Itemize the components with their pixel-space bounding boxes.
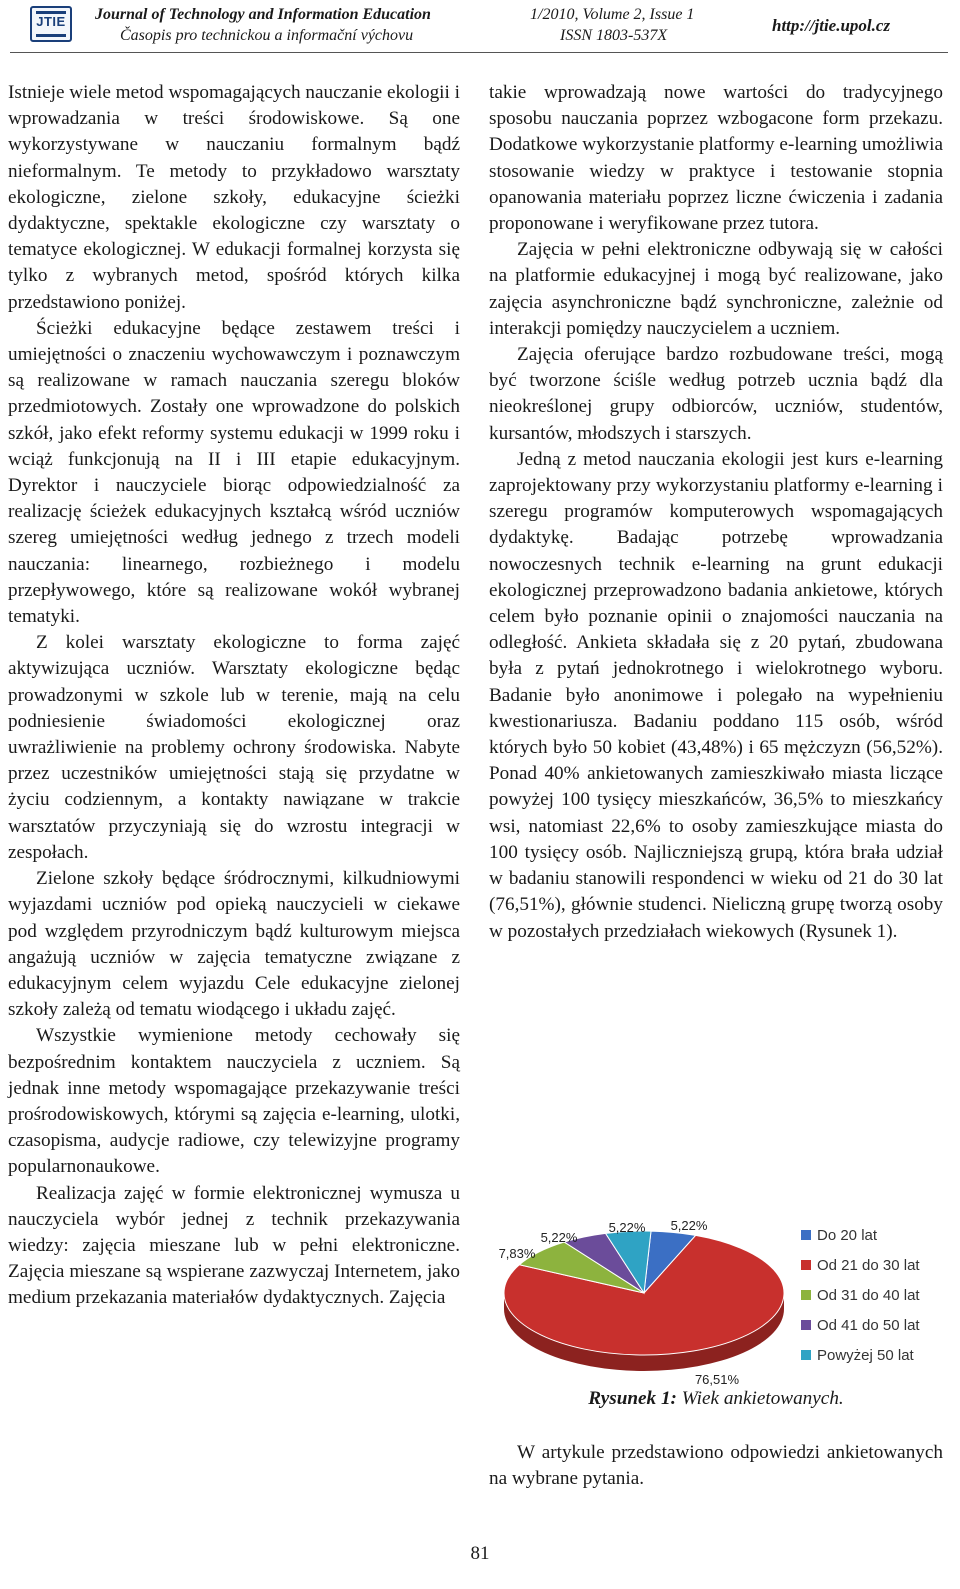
age-pie-chart bbox=[489, 1218, 943, 1388]
journal-subtitle: Časopis pro technickou a informační výchovu bbox=[120, 27, 414, 44]
paragraph: Wszystkie wymienione metody cechowały się bezpośrednim kontaktem nauczyciela z uczniem. Są jednak inne metody wspomagające przekazywanie treści prośrodowiskowych, którymi są zajęcia e-learning, ulotki, czasopisma, audycje radiowe, czy telewizyjne programy popularnonaukowe. bbox=[8, 1025, 460, 1178]
pie-value-label: 76,51% bbox=[694, 1372, 740, 1387]
issn: ISSN 1803-537X bbox=[560, 27, 668, 44]
pie-value-label: 5,22% bbox=[540, 1230, 578, 1245]
paragraph: Zajęcia w pełni elektroniczne odbywają się w całości na platformie edukacyjnej i mogą być realizowane, jako zajęcia asynchroniczne bądź synchroniczne, zależnie od interakcji pomiędzy nauczycielem a uczniem. bbox=[489, 239, 943, 339]
legend-swatch bbox=[801, 1320, 811, 1330]
paragraph: Zielone szkoły będące śródrocznymi, kilkudniowymi wyjazdami uczniów pod opieką nauczycieli w ciekawe pod względem przyrodniczym bądź kulturowym miejsca angażują uczniów w zajęcia tematyczne związane z edukacyjnym celem wyjazdu Cele edukacyjne zielonej szkoły zależą od tematu wiodącego i układu zajęć. bbox=[8, 868, 460, 1021]
issue-info: 1/2010, Volume 2, Issue 1 bbox=[530, 6, 695, 23]
pie-value-label: 7,83% bbox=[498, 1246, 536, 1261]
paragraph: Z kolei warsztaty ekologiczne to forma zajęć aktywizująca uczniów. Warsztaty ekologiczne będąc prowadzonymi w szkole lub w terenie, mają na celu podniesienie świadomości ekologicznej oraz uwrażliwienie na problemy ochrony środowiska. Nabyte przez uczestników umiejętności stają się przydatne w życiu codziennym, a kontakty nawiązane w trakcie warsztatów przyczyniają się do wzrostu integracji w zespołach. bbox=[8, 632, 460, 863]
legend-swatch bbox=[801, 1260, 811, 1270]
left-column bbox=[8, 80, 460, 1312]
after-figure-text bbox=[489, 1440, 943, 1492]
journal-url[interactable]: http://jtie.upol.cz bbox=[772, 16, 891, 35]
paragraph: Zajęcia oferujące bardzo rozbudowane treści, mogą być tworzone ściśle według potrzeb ucznia bądź dla nieokreślonej grupy odbiorców, uczniów, studentów, kursantów, młodszych i starszych. bbox=[489, 344, 943, 444]
right-column bbox=[489, 80, 943, 945]
journal-logo bbox=[30, 6, 72, 42]
pie-chart-svg bbox=[489, 1218, 943, 1388]
page-header bbox=[0, 0, 960, 56]
caption-text: Wiek ankietowanych. bbox=[676, 1388, 844, 1409]
pie-value-label: 5,22% bbox=[670, 1218, 708, 1233]
pie-value-label: 5,22% bbox=[608, 1220, 646, 1235]
legend-label: Powyżej 50 lat bbox=[817, 1347, 914, 1364]
logo-text: JTIE bbox=[36, 14, 66, 29]
paragraph: Realizacja zajęć w formie elektronicznej wymusza u nauczyciela wybór jednej z technik przekazywania wiedzy: zajęcia mieszane lub w pełni elektroniczne. Zajęcia mieszane są wspierane zazwyczaj Internetem, jako medium przekazania materiałów dydaktycznych. Zajęcia bbox=[8, 1182, 460, 1309]
paragraph: Ścieżki edukacyjne będące zestawem treści i umiejętności o znaczeniu wychowawczym i poznawczym są realizowane w ramach nauczania szeregu bloków przedmiotowych. Zostały one wprowadzone do polskich szkół, jako efekt reformy systemu edukacji w 1999 roku i wciąż funkcjonują na II i III etapie edukacyjnym. Dyrektor i nauczyciele biorąc odpowiedzialność za realizację ścieżek edukacyjnych kształcą wśród uczniów szereg umiejętności według jednego z trzech modeli nauczania: linearnego, rozbieżnego i modelu przepływowego, które są realizowane wokół wybranej tematyki. bbox=[8, 317, 460, 628]
caption-label: Rysunek 1: bbox=[588, 1388, 677, 1409]
paragraph: takie wprowadzają nowe wartości do tradycyjnego sposobu nauczania poprzez wzbogacone form przekazu. Dodatkowe wykorzystanie platformy e-learning umożliwia stosowanie wiedzy w praktyce i testowanie stopnia opanowania materiału poprzez liczne ćwiczenia i zadania proponowane i weryfikowane przez tutora. bbox=[489, 82, 943, 235]
page-number: 81 bbox=[470, 1543, 490, 1564]
legend-swatch bbox=[801, 1350, 811, 1360]
paragraph: W artykule przedstawiono odpowiedzi ankietowanych na wybrane pytania. bbox=[489, 1442, 943, 1490]
journal-title: Journal of Technology and Information Education bbox=[95, 6, 431, 23]
legend-label: Do 20 lat bbox=[817, 1227, 878, 1244]
legend-label: Od 21 do 30 lat bbox=[817, 1257, 920, 1274]
figure-caption bbox=[489, 1388, 943, 1410]
legend-swatch bbox=[801, 1290, 811, 1300]
logo-bar-bottom bbox=[36, 34, 66, 37]
legend-label: Od 41 do 50 lat bbox=[817, 1317, 920, 1334]
header-divider bbox=[10, 52, 948, 53]
legend-swatch bbox=[801, 1230, 811, 1240]
paragraph: Istnieje wiele metod wspomagających nauczanie ekologii i wprowadzania w treści środowiskowe. Są one wykorzystywane w nauczaniu formalnym bądź nieformalnym. Te metody to przykładowo warsztaty ekologiczne, zielone szkoły, edukacyjne ścieżki dydaktyczne, spektakle ekologiczne czy warsztaty o tematyce ekologicznej. W edukacji formalnej korzysta się tylko z wybranych metod, spośród których kilka przedstawiono poniżej. bbox=[8, 82, 460, 313]
legend-label: Od 31 do 40 lat bbox=[817, 1287, 920, 1304]
paragraph: Jedną z metod nauczania ekologii jest kurs e-learning zaprojektowany przy wykorzystaniu platformy e-learning i szeregu programów komputerowych wspomagających dydaktykę. Badając potrzebę wprowadzania nowoczesnych technik e-learning na grunt edukacji ekologicznej przeprowadzono badania ankietowe, których celem było poznanie opinii o znajomości nauczania na odległość. Ankieta składała się z 20 pytań, zbudowana była z pytań jednokrotnego i wielokrotnego wyboru. Badanie było anonimowe i polegało na wypełnieniu kwestionariusza. Badaniu poddano 115 osób, wśród których było 50 kobiet (43,48%) i 65 mężczyzn (56,52%). Ponad 40% ankietowanych zamieszkiwało miasta liczące powyżej 100 tysięcy mieszkańców, 36,5% to mieszkańcy wsi, natomiast 22,6% to osoby zamieszkujące miasta do 100 tysięcy osób. Najliczniejszą grupą, która brała udział w badaniu stanowili respondenci w wieku od 21 do 30 lat (76,51%), głównie studenci. Nieliczną grupę tworzą osoby w pozostałych przedziałach wiekowych (Rysunek 1). bbox=[489, 448, 943, 942]
